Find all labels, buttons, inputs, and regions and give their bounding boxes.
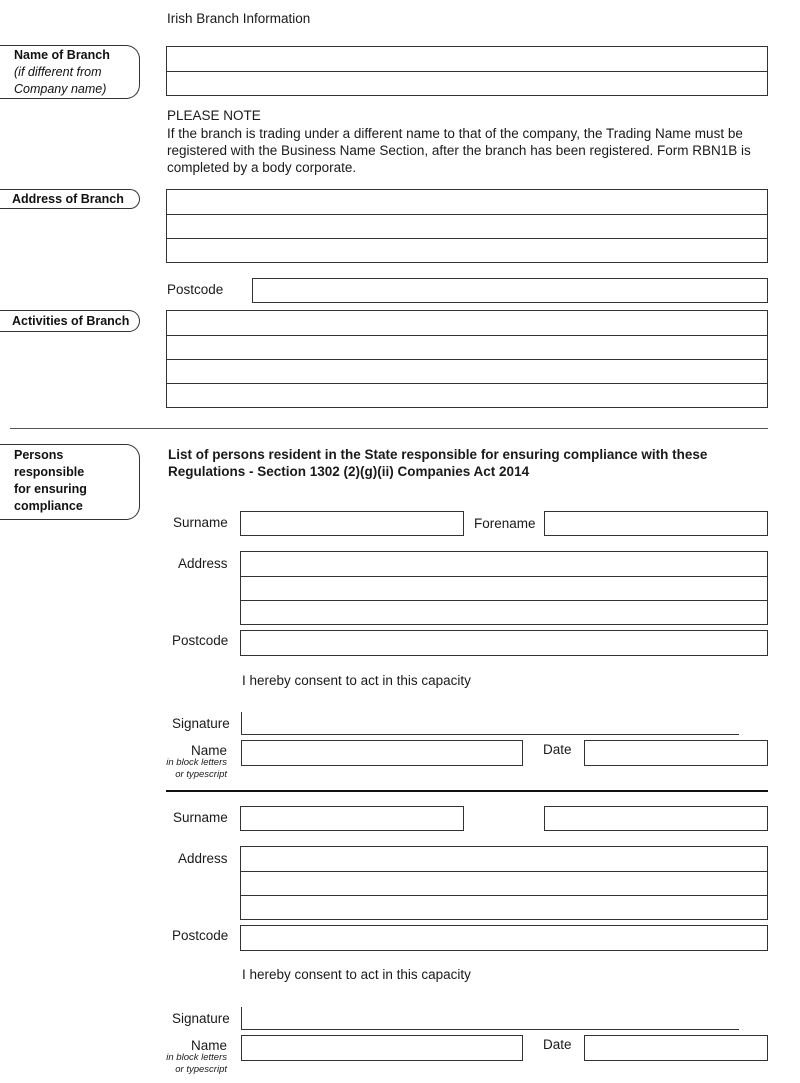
name-of-branch-tab — [0, 45, 140, 99]
person1-signature-label: Signature — [172, 716, 230, 731]
person2-forename-field[interactable] — [544, 806, 768, 831]
persons-tab-line3: for ensuring — [14, 482, 87, 496]
person2-postcode-label: Postcode — [172, 928, 229, 943]
person2-address-label: Address — [178, 851, 228, 866]
person1-forename-label: Forename — [474, 516, 536, 531]
field-row-divider — [167, 383, 767, 384]
person1-signature-line[interactable] — [241, 712, 739, 735]
name-of-branch-field[interactable] — [166, 46, 768, 96]
field-row-divider — [241, 895, 767, 896]
field-row-divider — [241, 576, 767, 577]
persons-tab-line1: Persons — [14, 448, 64, 462]
field-row-divider — [167, 359, 767, 360]
person2-surname-label: Surname — [173, 810, 228, 825]
section-divider — [10, 428, 768, 429]
person1-name-sub2: or typescript — [175, 769, 227, 780]
person1-forename-field[interactable] — [544, 511, 768, 536]
address-of-branch-field[interactable] — [166, 189, 768, 263]
person2-date-field[interactable] — [584, 1035, 768, 1061]
person2-name-sub2: or typescript — [175, 1064, 227, 1075]
person1-name-sub1: in block letters — [166, 757, 227, 768]
field-row-divider — [241, 871, 767, 872]
person1-consent: I hereby consent to act in this capacity — [242, 673, 471, 688]
person-divider — [166, 790, 768, 792]
person1-postcode-field[interactable] — [240, 630, 768, 656]
persons-tab-line2: responsible — [14, 465, 85, 479]
name-of-branch-label: Name of Branch — [14, 48, 110, 62]
branch-postcode-label: Postcode — [167, 282, 224, 297]
activities-of-branch-tab — [0, 310, 140, 332]
person2-date-label: Date — [543, 1037, 572, 1052]
field-row-divider — [167, 238, 767, 239]
person2-name-sub1: in block letters — [166, 1052, 227, 1063]
persons-tab-line4: compliance — [14, 499, 83, 513]
activities-of-branch-label: Activities of Branch — [12, 314, 130, 328]
please-note-title: PLEASE NOTE — [167, 108, 261, 123]
person2-name-label: Name — [190, 1038, 227, 1053]
section-title: Irish Branch Information — [167, 11, 311, 26]
person2-consent: I hereby consent to act in this capacity — [242, 967, 471, 982]
person1-address-label: Address — [178, 556, 228, 571]
person2-postcode-field[interactable] — [240, 925, 768, 951]
persons-responsible-tab — [0, 444, 140, 520]
person2-signature-line[interactable] — [241, 1007, 739, 1030]
name-of-branch-sub2: Company name) — [14, 82, 107, 96]
person2-signature-label: Signature — [172, 1011, 230, 1026]
person1-date-label: Date — [543, 742, 572, 757]
person1-name-field[interactable] — [241, 740, 523, 766]
please-note-body: If the branch is trading under a different name to that of the company, the Trading Name must be registered with the Business Name Section, after the branch has been registered. Form RBN1B is completed by a body corporate. — [167, 126, 751, 175]
field-row-divider — [167, 335, 767, 336]
field-row-divider — [167, 214, 767, 215]
name-of-branch-sub1: (if different from — [14, 65, 102, 79]
person1-surname-label: Surname — [173, 515, 228, 530]
field-row-divider — [241, 600, 767, 601]
person2-surname-field[interactable] — [240, 806, 464, 831]
person2-address-field[interactable] — [240, 846, 768, 920]
address-of-branch-label: Address of Branch — [12, 192, 124, 206]
person1-name-label: Name — [190, 743, 227, 758]
person2-name-field[interactable] — [241, 1035, 523, 1061]
activities-of-branch-field[interactable] — [166, 310, 768, 408]
branch-postcode-field[interactable] — [252, 278, 768, 303]
person1-surname-field[interactable] — [240, 511, 464, 536]
person1-date-field[interactable] — [584, 740, 768, 766]
person1-address-field[interactable] — [240, 551, 768, 625]
persons-heading: List of persons resident in the State responsible for ensuring compliance with these Regulations - Section 1302 (2)(g)(ii) Companies Act 2014 — [168, 447, 708, 479]
person1-postcode-label: Postcode — [172, 633, 229, 648]
field-row-divider — [167, 71, 767, 72]
address-of-branch-tab — [0, 189, 140, 209]
